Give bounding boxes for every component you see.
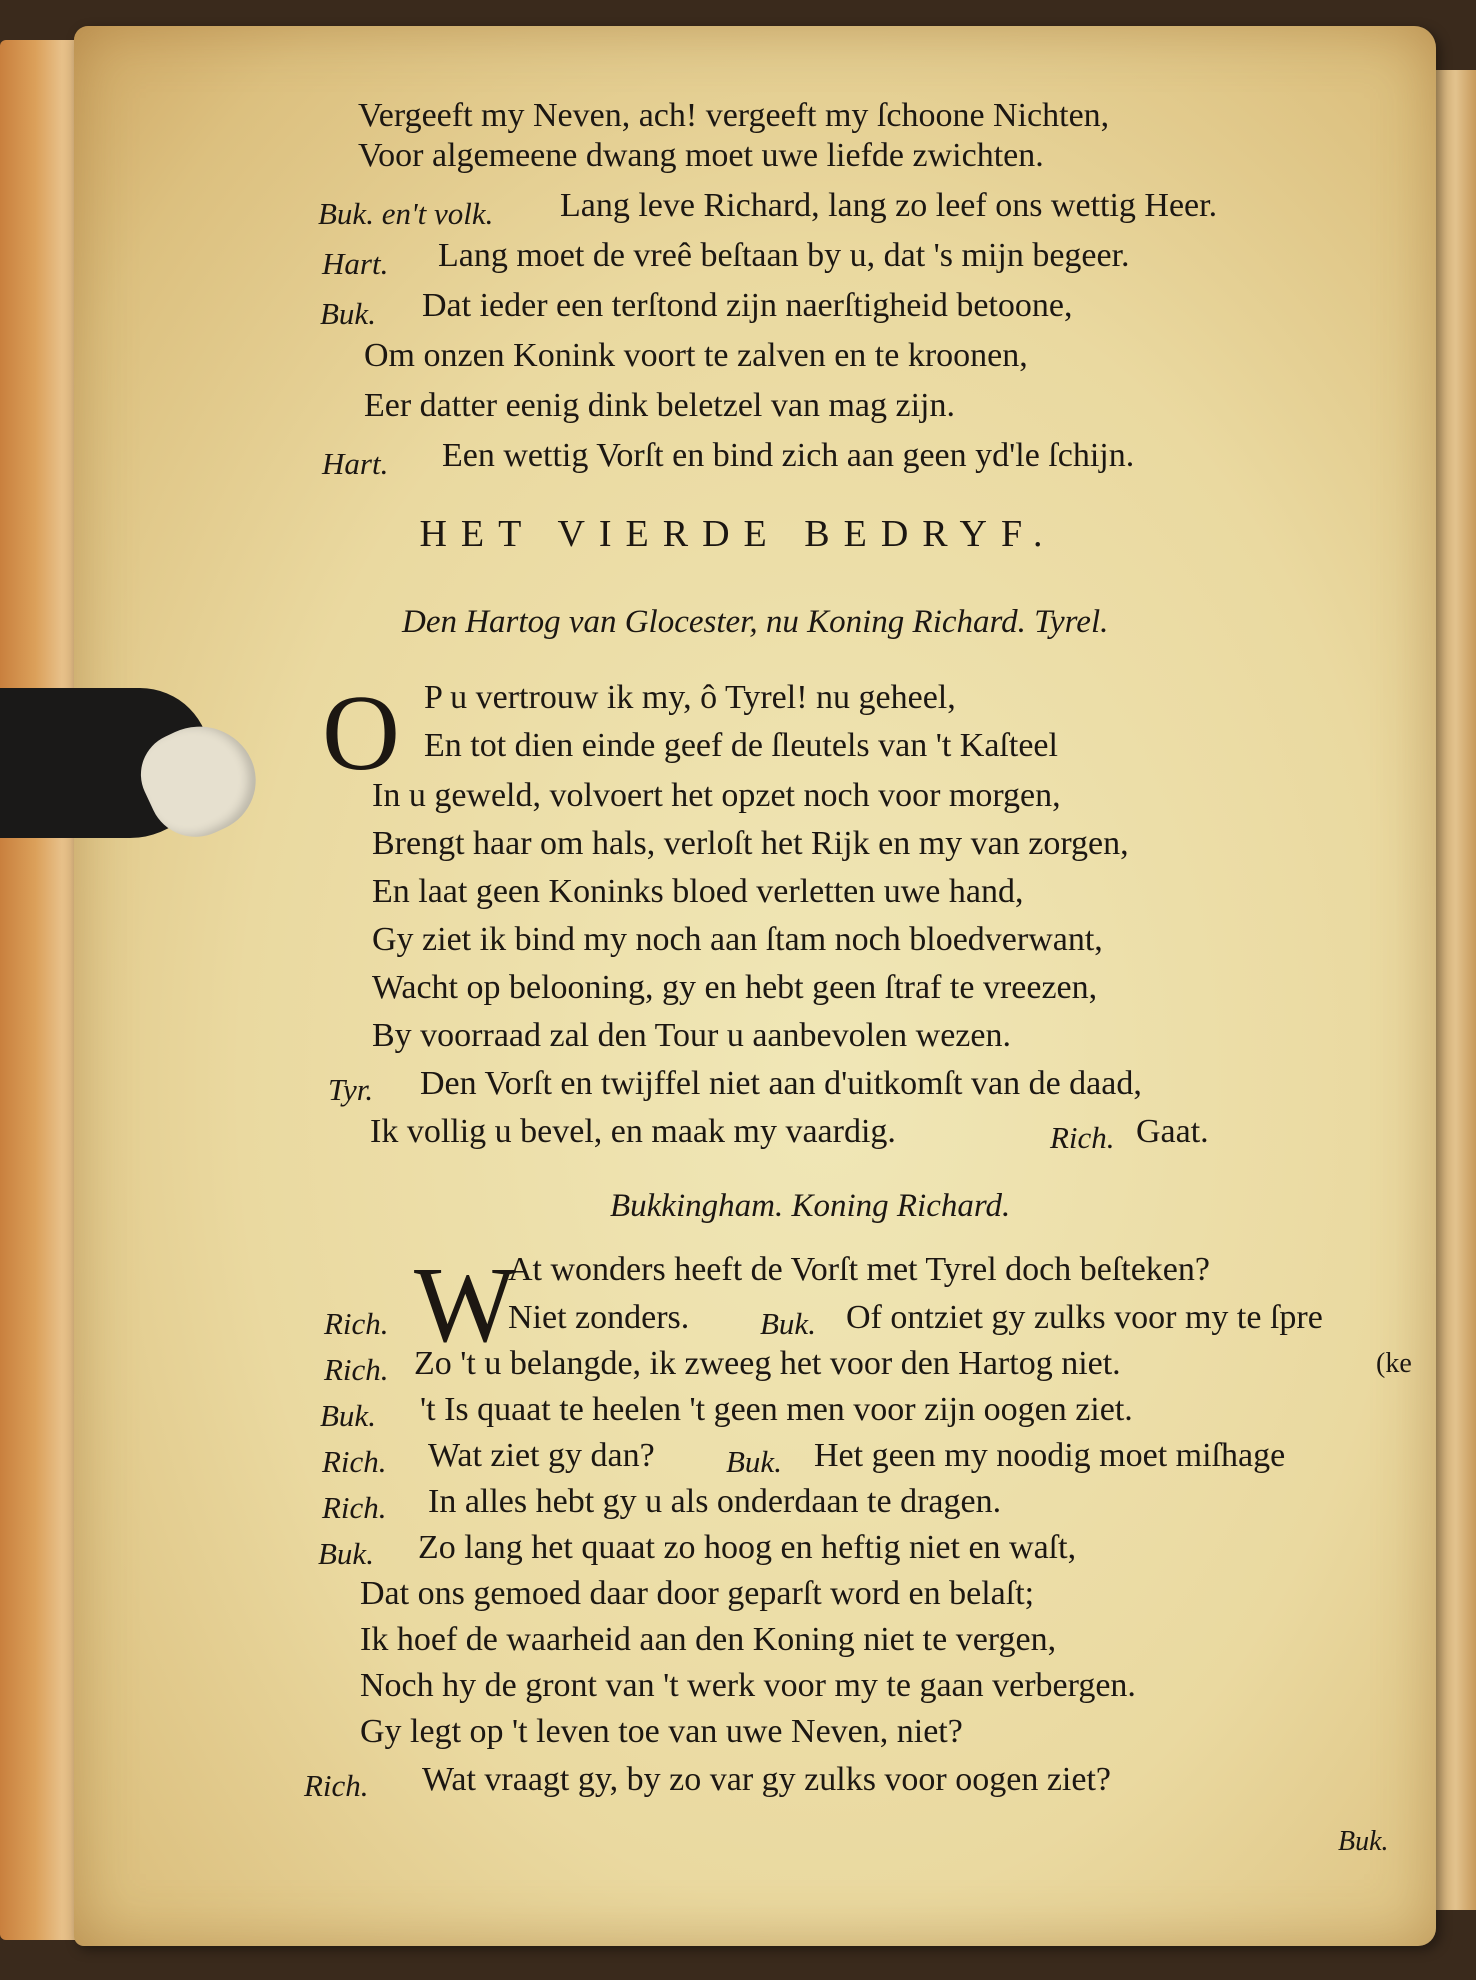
- verse-line: Zo 't u belangde, ik zweeg het voor den Hartog niet.: [414, 1345, 1121, 1382]
- verse-line: In u geweld, volvoert het opzet noch voor morgen,: [372, 777, 1061, 814]
- verse-line: P u vertrouw ik my, ô Tyrel! nu geheel,: [424, 679, 956, 716]
- verse-line: Vergeeft my Neven, ach! vergeeft my ſchoone Nichten,: [358, 97, 1110, 134]
- verse-line: Gaat.: [1136, 1113, 1209, 1150]
- verse-line: Een wettig Vorſt en bind zich aan geen yd'le ſchijn.: [442, 437, 1135, 474]
- speaker-label: Hart.: [322, 446, 389, 481]
- verse-line: En laat geen Koninks bloed verletten uwe hand,: [372, 873, 1024, 910]
- speaker-label: Buk.: [760, 1306, 816, 1341]
- verse-line: Dat ons gemoed daar door geparſt word en belaſt;: [360, 1575, 1035, 1612]
- verse-line: In alles hebt gy u als onderdaan te dragen.: [428, 1483, 1002, 1520]
- verse-line: Om onzen Konink voort te zalven en te kroonen,: [364, 337, 1028, 374]
- verse-line: Lang moet de vreê beſtaan by u, dat 's mijn begeer.: [438, 237, 1130, 274]
- verse-line: Ik vollig u bevel, en maak my vaardig.: [370, 1113, 896, 1150]
- verse-line: 't Is quaat te heelen 't geen men voor zijn oogen ziet.: [420, 1391, 1133, 1428]
- cast-list: Bukkingham. Koning Richard.: [610, 1188, 1011, 1224]
- speaker-label: Buk. en't volk.: [318, 196, 494, 231]
- drop-capital: W: [414, 1246, 516, 1365]
- speaker-label: Rich.: [1050, 1120, 1115, 1155]
- speaker-label: Hart.: [322, 246, 389, 281]
- verse-line: Wat vraagt gy, by zo var gy zulks voor oogen ziet?: [422, 1761, 1111, 1798]
- verse-line: At wonders heeft de Vorſt met Tyrel doch beſteken?: [508, 1251, 1210, 1288]
- verse-line: Brengt haar om hals, verloſt het Rijk en my van zorgen,: [372, 825, 1129, 862]
- verse-line: Wacht op belooning, gy en hebt geen ſtraf te vreezen,: [372, 969, 1098, 1006]
- verse-line: Dat ieder een terſtond zijn naerſtigheid betoone,: [422, 287, 1073, 324]
- speaker-label: Buk.: [318, 1536, 374, 1571]
- verse-line: By voorraad zal den Tour u aanbevolen wezen.: [372, 1017, 1011, 1054]
- speaker-label: Buk.: [320, 296, 376, 331]
- verse-line: Zo lang het quaat zo hoog en heftig niet en waſt,: [418, 1529, 1077, 1566]
- verse-line: Wat ziet gy dan?: [428, 1437, 655, 1474]
- speaker-label: Buk.: [320, 1398, 376, 1433]
- speaker-label: Rich.: [304, 1768, 369, 1803]
- act-heading: HET VIERDE BEDRYF.: [419, 513, 1057, 555]
- verse-line: Voor algemeene dwang moet uwe liefde zwichten.: [358, 137, 1044, 174]
- verse-line: Lang leve Richard, lang zo leef ons wettig Heer.: [560, 187, 1218, 224]
- verse-line: Of ontziet gy zulks voor my te ſpre: [846, 1299, 1323, 1336]
- speaker-label: Buk.: [726, 1444, 782, 1479]
- catchword: Buk.: [1338, 1826, 1389, 1857]
- verse-line: Ik hoef de waarheid aan den Koning niet te vergen,: [360, 1621, 1057, 1658]
- verse-line: Eer datter eenig dink beletzel van mag zijn.: [364, 387, 955, 424]
- speaker-label: Rich.: [322, 1490, 387, 1525]
- verse-line: Het geen my noodig moet miſhage: [814, 1437, 1286, 1474]
- drop-capital: O: [322, 674, 400, 793]
- speaker-label: Tyr.: [328, 1072, 374, 1107]
- speaker-label: Rich.: [324, 1352, 389, 1387]
- verse-line: En tot dien einde geef de ſleutels van 't Kaſteel: [424, 727, 1058, 764]
- speaker-label: Rich.: [322, 1444, 387, 1479]
- verse-line: Noch hy de gront van 't werk voor my te gaan verbergen.: [360, 1667, 1136, 1704]
- verse-line: Gy ziet ik bind my noch aan ſtam noch bloedverwant,: [372, 921, 1103, 958]
- cast-list: Den Hartog van Glocester, nu Koning Richard. Tyrel.: [402, 604, 1109, 640]
- verse-line-note: (ke: [1376, 1348, 1412, 1379]
- verse-line: Gy legt op 't leven toe van uwe Neven, niet?: [360, 1713, 963, 1750]
- verse-line: Den Vorſt en twijffel niet aan d'uitkomſt van de daad,: [420, 1065, 1142, 1102]
- speaker-label: Rich.: [324, 1306, 389, 1341]
- verse-line: Niet zonders.: [508, 1299, 690, 1336]
